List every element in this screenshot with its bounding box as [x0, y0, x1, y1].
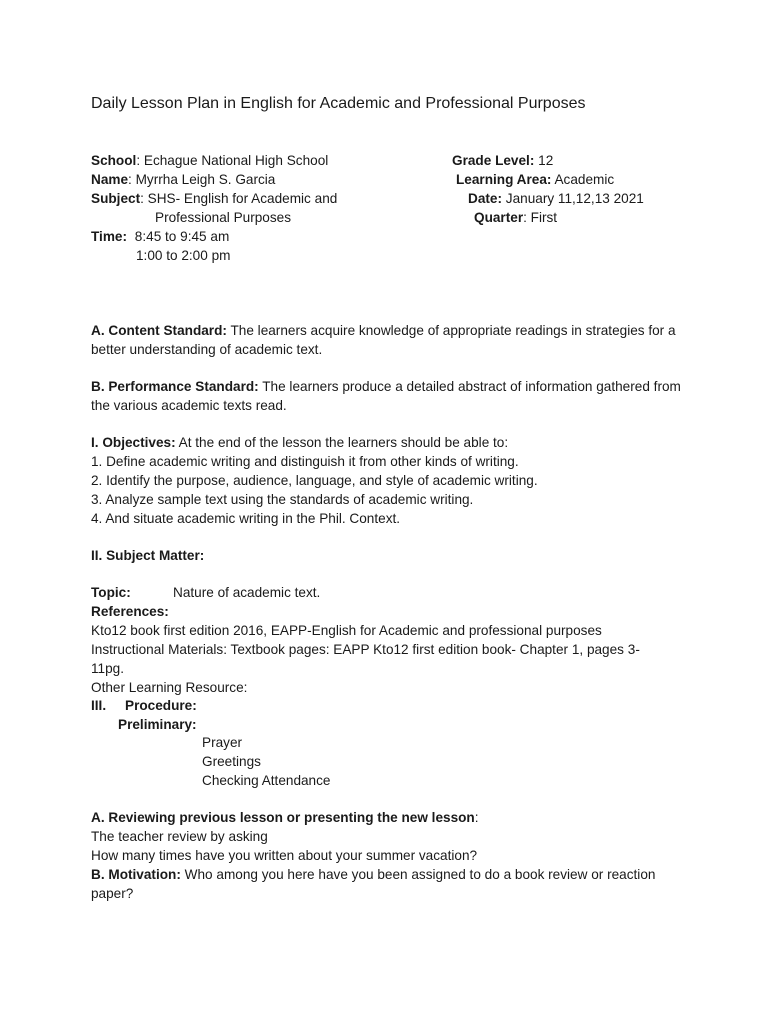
section-b [91, 865, 687, 903]
content-standard [91, 321, 687, 359]
date-label: Date: [468, 191, 502, 206]
area-value: Academic [551, 172, 615, 187]
grade-label: Grade Level: [452, 153, 535, 168]
quarter-value: : First [523, 210, 558, 225]
grade-line [452, 151, 553, 170]
school-value: : Echague National High School [136, 153, 329, 168]
quarter-line [474, 208, 557, 227]
objective-item: 3. Analyze sample text using the standards of academic writing. [91, 492, 474, 507]
time-value-2: 1:00 to 2:00 pm [136, 248, 231, 263]
other-resource: Other Learning Resource: [91, 680, 248, 695]
section-b-label: B. Motivation: [91, 867, 181, 882]
objective-item: 4. And situate academic writing in the Phil. Context. [91, 511, 401, 526]
objectives-intro: At the end of the lesson the learners should be able to: [175, 435, 509, 450]
time-value-1: 8:45 to 9:45 am [134, 229, 230, 244]
topic-line [91, 583, 131, 602]
area-line [456, 170, 614, 189]
school-label: School [91, 153, 137, 168]
grade-value: 12 [534, 153, 554, 168]
document-title: Daily Lesson Plan in English for Academic and Professional Purposes [91, 95, 586, 112]
section-b-text: Who among you here have you been assigned to do a book review or reaction paper? [91, 867, 656, 901]
content-standard-label: A. Content Standard: [91, 323, 227, 338]
procedure-number: III. [91, 698, 107, 713]
objective-item: 1. Define academic writing and distinguish it from other kinds of writing. [91, 454, 519, 469]
quarter-label: Quarter [474, 210, 524, 225]
procedure-label: Procedure: [125, 698, 197, 713]
preliminary-label: Preliminary: [118, 717, 197, 732]
name-value: : Myrrha Leigh S. Garcia [128, 172, 276, 187]
performance-standard-text: The learners produce a detailed abstract of information gathered from the various academic texts read. [91, 379, 681, 413]
name-line [91, 170, 275, 189]
performance-standard [91, 377, 687, 415]
subject-matter-heading: II. Subject Matter: [91, 548, 205, 563]
date-value: January 11,12,13 2021 [502, 191, 644, 206]
preliminary-item: Prayer [202, 735, 243, 750]
section-a-line: How many times have you written about your summer vacation? [91, 848, 478, 863]
materials-line: 11pg. [91, 661, 125, 676]
area-label: Learning Area: [456, 172, 552, 187]
topic-value: Nature of academic text. [173, 585, 321, 600]
subject-label: Subject [91, 191, 141, 206]
subject-continuation: Professional Purposes [155, 210, 292, 225]
preliminary-item: Greetings [202, 754, 261, 769]
subject-value: : SHS- English for Academic and [140, 191, 338, 206]
objectives-heading [91, 433, 508, 452]
subject-line [91, 189, 337, 208]
section-a-line: The teacher review by asking [91, 829, 268, 844]
references-label: References: [91, 604, 169, 619]
preliminary-item: Checking Attendance [202, 773, 331, 788]
references-text: Kto12 book first edition 2016, EAPP-English for Academic and professional purposes [91, 623, 602, 638]
time-label: Time: [91, 229, 128, 244]
performance-standard-label: B. Performance Standard: [91, 379, 259, 394]
section-a-colon: : [474, 810, 479, 825]
name-label: Name [91, 172, 129, 187]
objective-item: 2. Identify the purpose, audience, language, and style of academic writing. [91, 473, 538, 488]
objectives-label: I. Objectives: [91, 435, 176, 450]
section-a-label: A. Reviewing previous lesson or presenting the new lesson [91, 810, 475, 825]
time-line [91, 227, 229, 246]
topic-label: Topic: [91, 585, 131, 600]
section-a-heading [91, 808, 479, 827]
date-line [468, 189, 644, 208]
content-standard-text: The learners acquire knowledge of appropriate readings in strategies for a better understanding of academic text. [91, 323, 676, 357]
school-line [91, 151, 328, 170]
materials-line: Instructional Materials: Textbook pages: EAPP Kto12 first edition book- Chapter 1, pages 3- [91, 642, 640, 657]
